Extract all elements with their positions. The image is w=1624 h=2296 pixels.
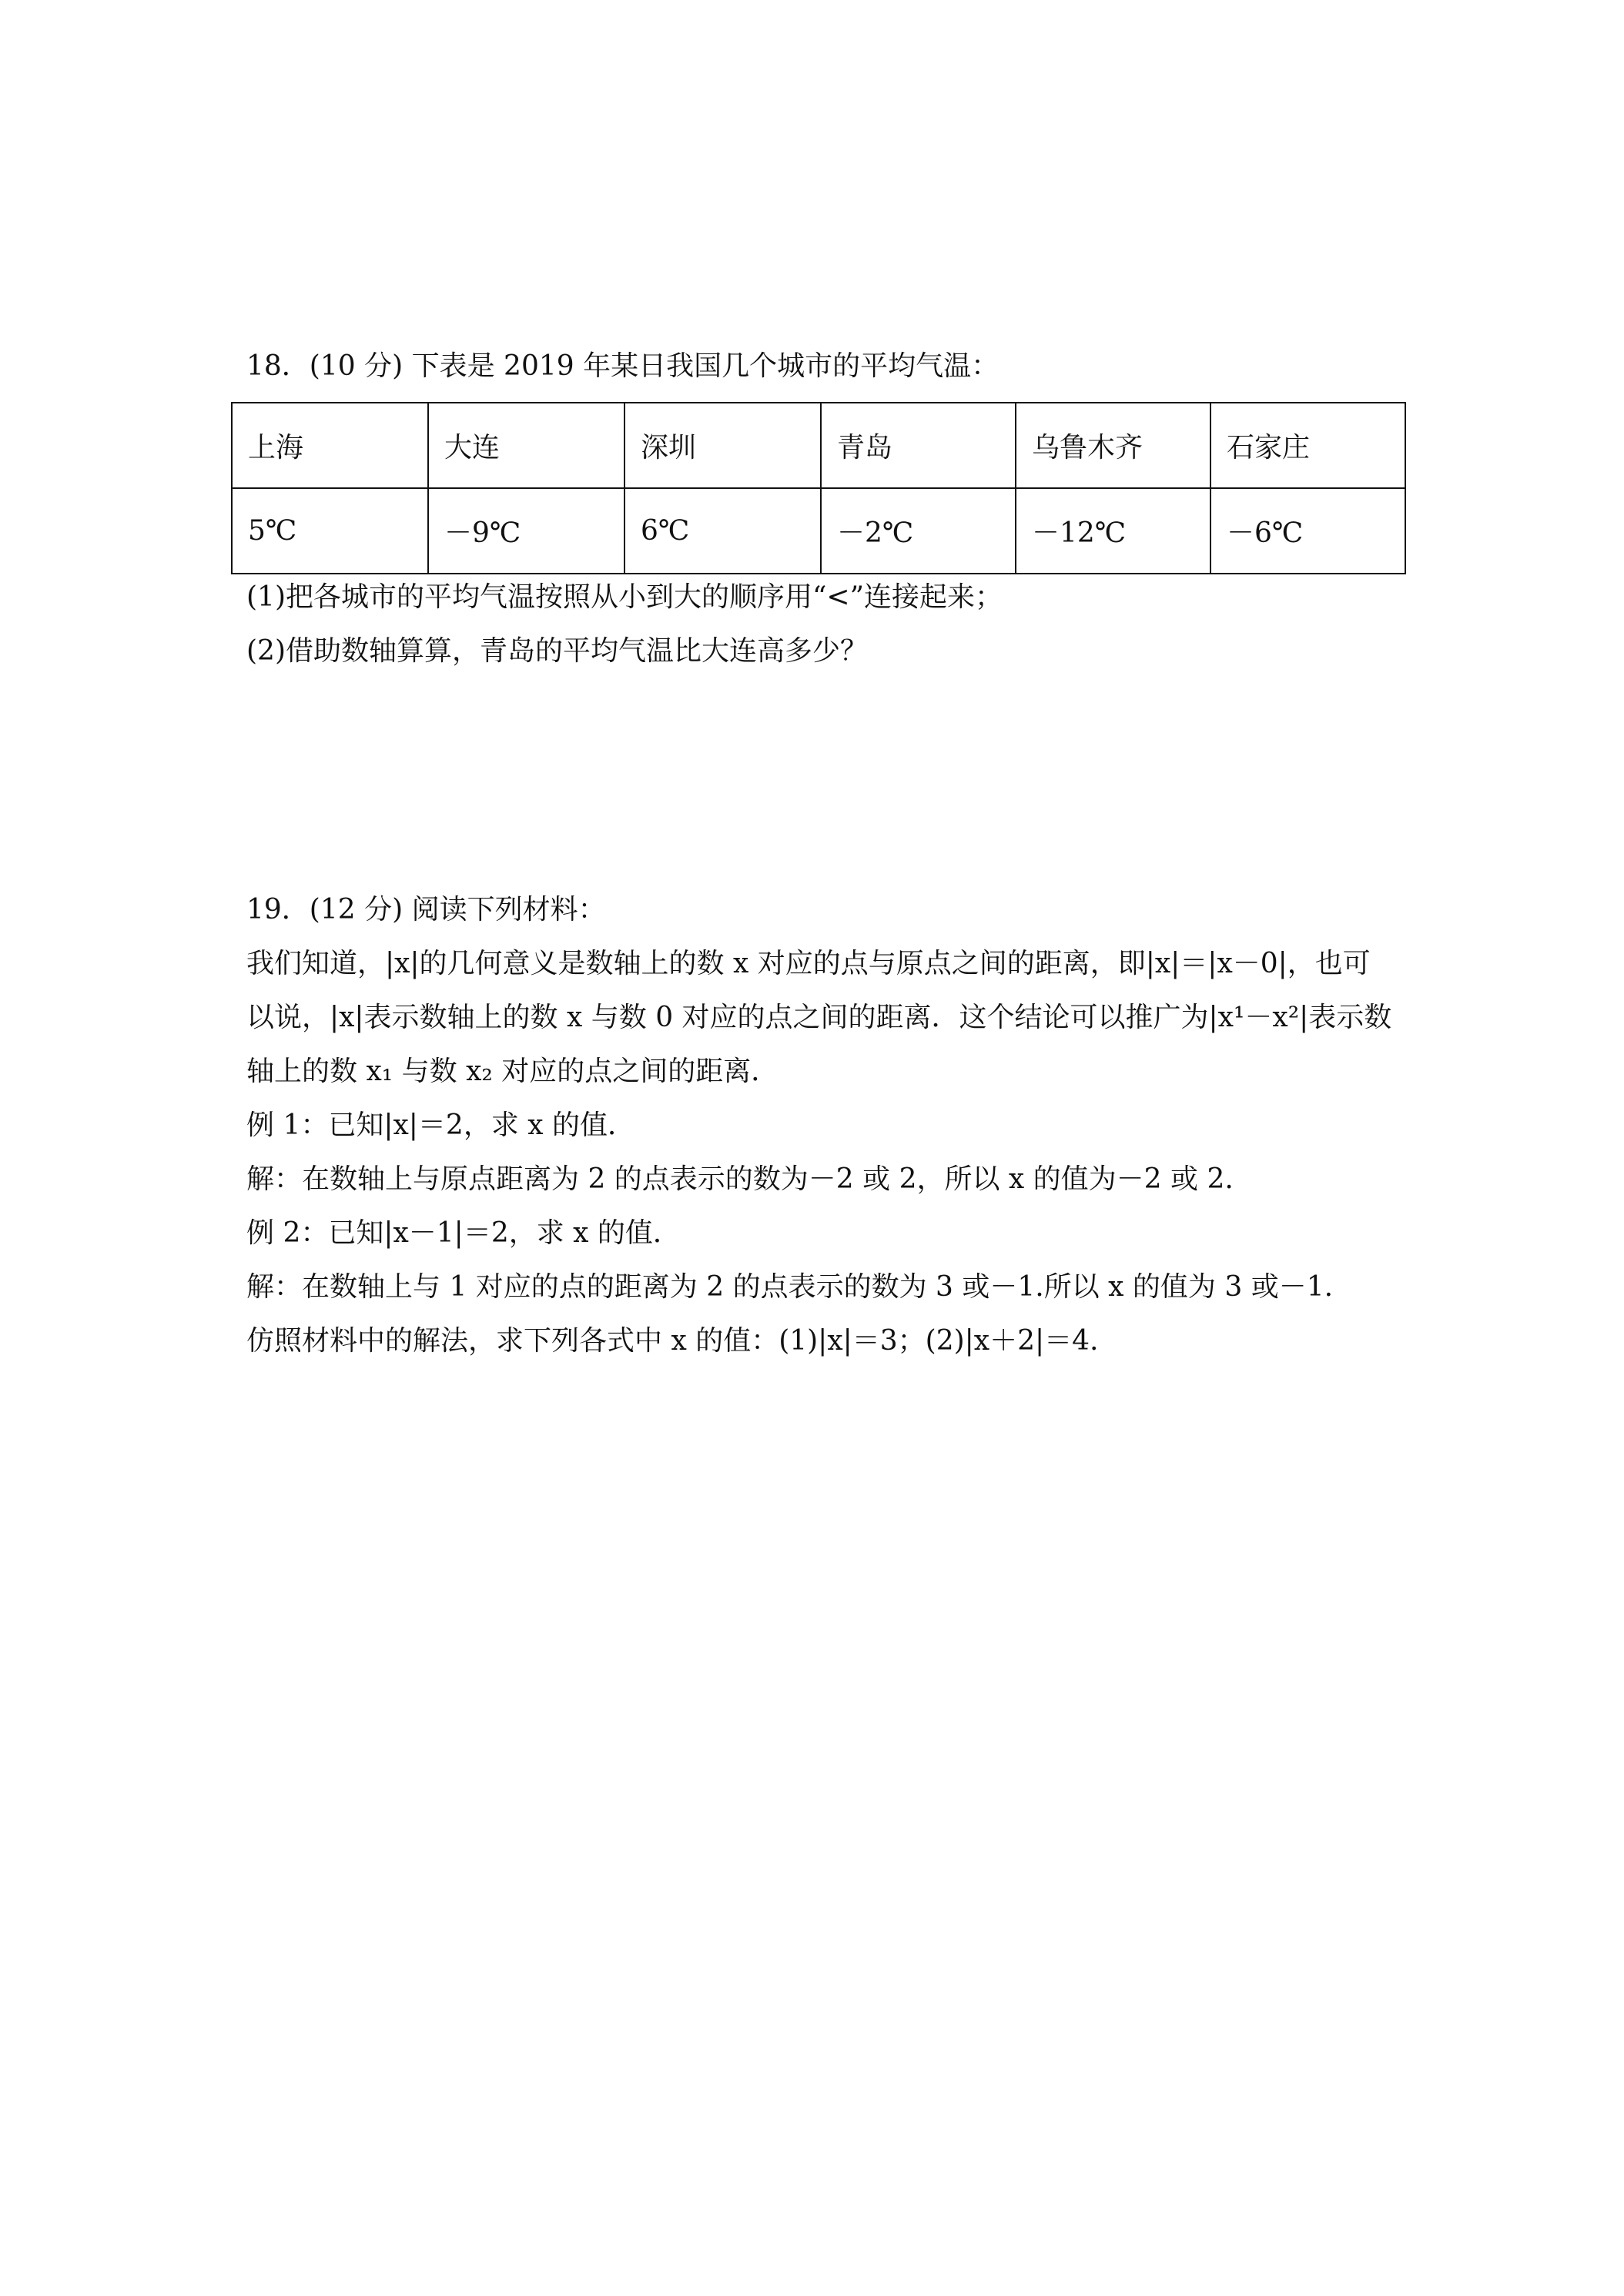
q19-task: 仿照材料中的解法，求下列各式中 x 的值：(1)|x|＝3；(2)|x＋2|＝4. bbox=[246, 1325, 1099, 1357]
temperature-cell: －9℃ bbox=[428, 488, 624, 574]
city-cell: 乌鲁木齐 bbox=[1016, 403, 1210, 488]
temperature-row bbox=[232, 488, 1405, 574]
temperature-cell: －2℃ bbox=[821, 488, 1016, 574]
q18-part1: (1)把各城市的平均气温按照从小到大的顺序用“<”连接起来； bbox=[246, 581, 1003, 613]
q19-example-1: 例 1：已知|x|＝2，求 x 的值． bbox=[246, 1110, 636, 1141]
q18-heading: 18．(10 分) 下表是 2019 年某日我国几个城市的平均气温： bbox=[246, 350, 1000, 382]
q19-paragraph-line-1: 我们知道，|x|的几何意义是数轴上的数 x 对应的点与原点之间的距离，即|x|＝|x－0|，也可 bbox=[246, 948, 1371, 979]
city-cell: 青岛 bbox=[821, 403, 1016, 488]
q18-part2: (2)借助数轴算算，青岛的平均气温比大连高多少？ bbox=[246, 635, 868, 667]
q19-heading: 19．(12 分) 阅读下列材料： bbox=[246, 894, 606, 925]
temperature-cell: －6℃ bbox=[1210, 488, 1405, 574]
q19-paragraph-line-2: 以说，|x|表示数轴上的数 x 与数 0 对应的点之间的距离．这个结论可以推广为|x¹－x²|表示数 bbox=[246, 1002, 1392, 1033]
temperature-cell: －12℃ bbox=[1016, 488, 1210, 574]
q19-example-2: 例 2：已知|x－1|＝2，求 x 的值． bbox=[246, 1217, 681, 1249]
q19-solution-1: 解：在数轴上与原点距离为 2 的点表示的数为－2 或 2，所以 x 的值为－2 或 2. bbox=[246, 1163, 1234, 1195]
q19-solution-2: 解：在数轴上与 1 对应的点的距离为 2 的点表示的数为 3 或－1.所以 x 的值为 3 或－1. bbox=[246, 1271, 1334, 1303]
city-row bbox=[232, 403, 1405, 488]
city-cell: 石家庄 bbox=[1210, 403, 1405, 488]
city-cell: 大连 bbox=[428, 403, 624, 488]
temperature-cell: 5℃ bbox=[232, 488, 428, 574]
city-cell: 上海 bbox=[232, 403, 428, 488]
temperature-table bbox=[231, 402, 1406, 574]
city-cell: 深圳 bbox=[624, 403, 821, 488]
q19-paragraph-line-3: 轴上的数 x₁ 与数 x₂ 对应的点之间的距离． bbox=[246, 1056, 779, 1087]
temperature-cell: 6℃ bbox=[624, 488, 821, 574]
